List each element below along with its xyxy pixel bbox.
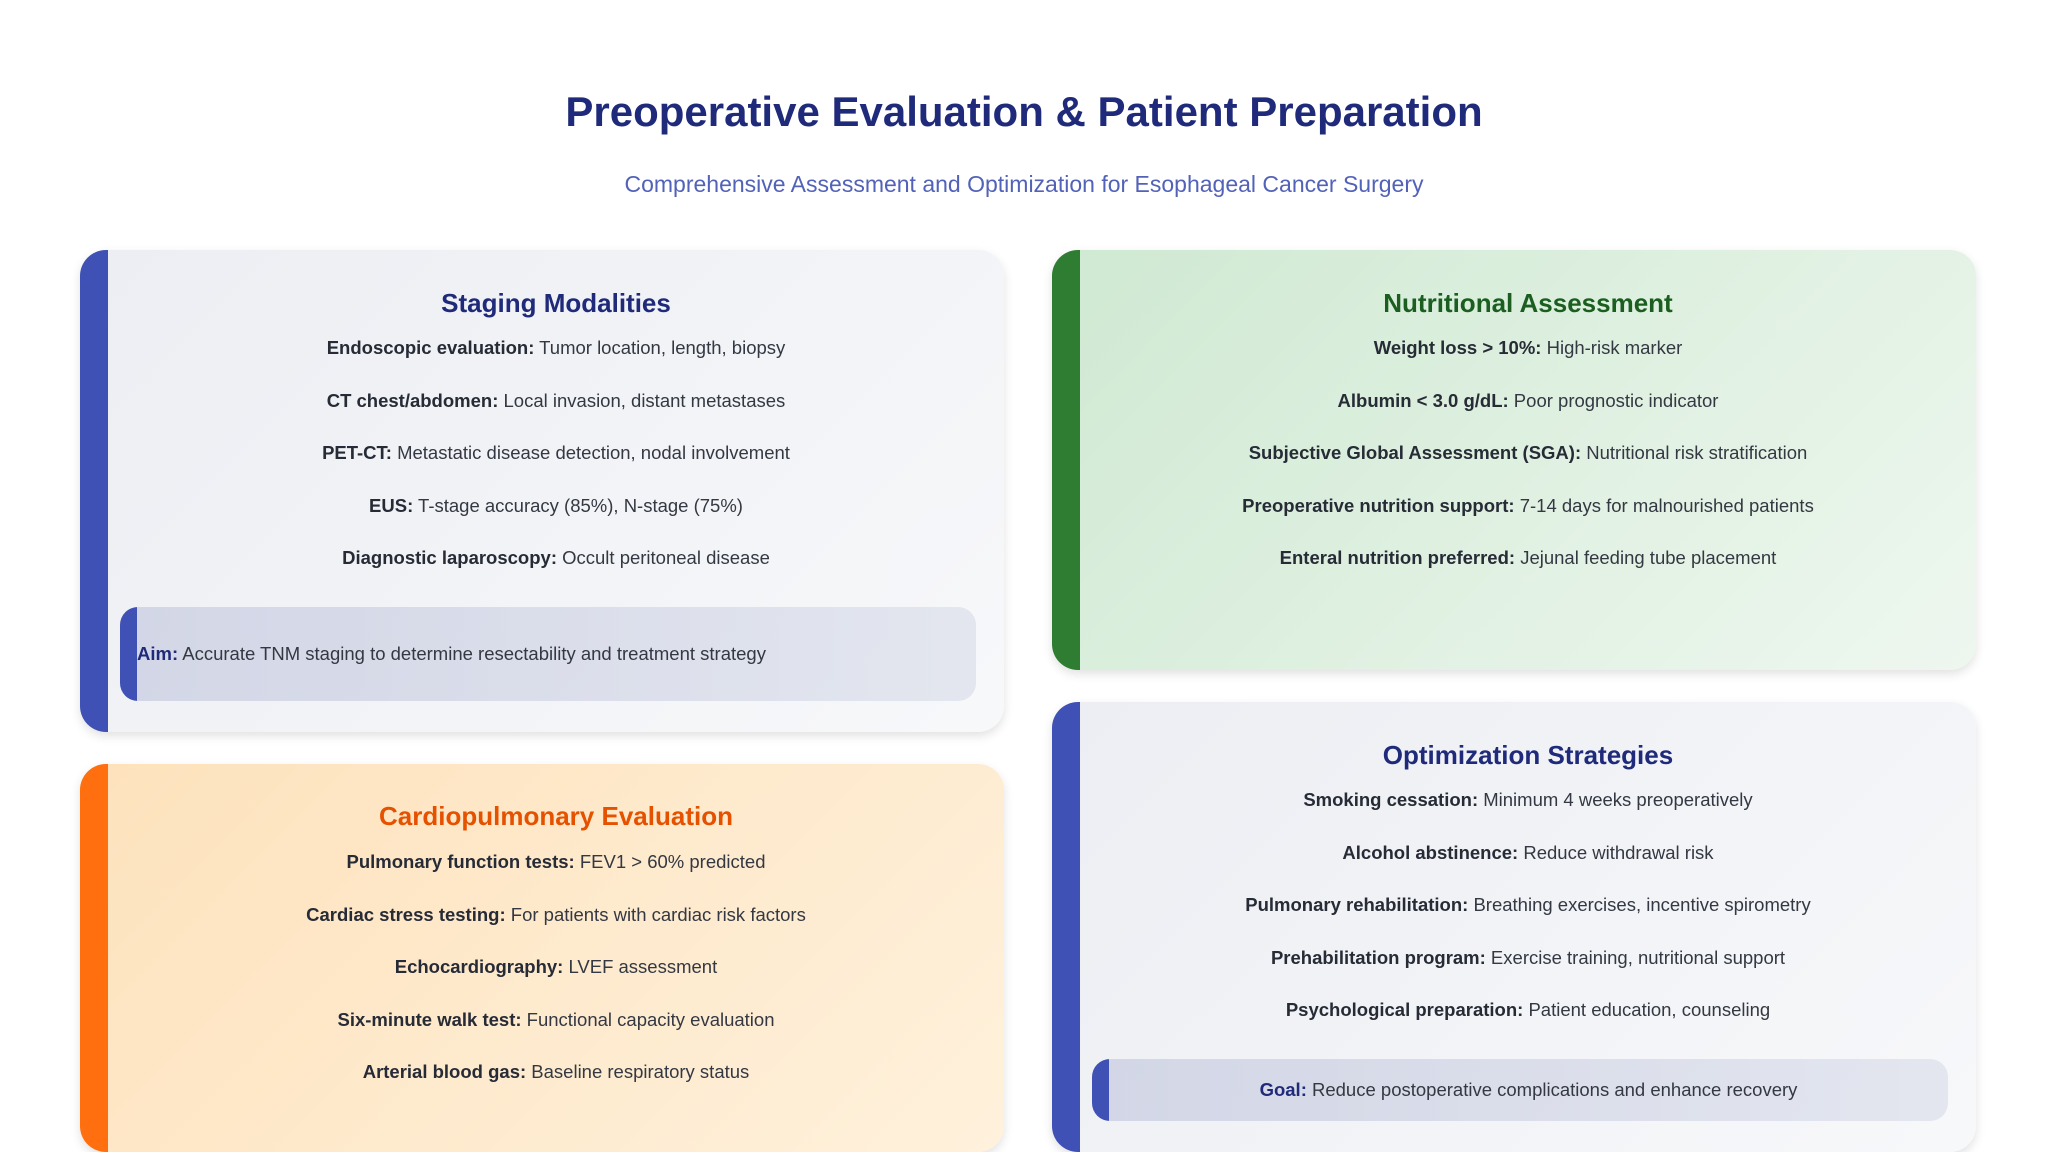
item-text: Jejunal feeding tube placement [1515, 547, 1777, 568]
list-item [1080, 774, 1976, 827]
item-text: Baseline respiratory status [526, 1061, 750, 1082]
nutrition-list [1080, 322, 1976, 585]
list-item [108, 322, 1004, 375]
list-item [108, 836, 1004, 889]
optimization-list [1080, 774, 1976, 1037]
item-label: Pulmonary rehabilitation: [1245, 894, 1469, 915]
item-label: Psychological preparation: [1285, 999, 1524, 1020]
item-text: 7-14 days for malnourished patients [1514, 494, 1814, 516]
list-item [1080, 532, 1976, 585]
item-label: Echocardiography: [394, 956, 564, 977]
cardio-list [108, 836, 1004, 1099]
item-text: FEV1 > 60% predicted [574, 851, 766, 872]
callout-accent-bar [1092, 1059, 1109, 1121]
list-item [1080, 427, 1976, 480]
staging-card [80, 250, 1004, 732]
aim-callout [120, 607, 976, 701]
page-title: Preoperative Evaluation & Patient Preparation [565, 88, 1483, 135]
callout-body: Accurate TNM staging to determine resectability and treatment strategy [178, 643, 766, 664]
list-item [108, 532, 1004, 585]
list-item [1080, 827, 1976, 880]
list-item [108, 1046, 1004, 1099]
callout-text [137, 607, 976, 701]
optimization-heading: Optimization Strategies [1382, 740, 1674, 770]
staging-heading: Staging Modalities [441, 288, 671, 318]
item-text: Metastatic disease detection, nodal involvement [391, 442, 790, 463]
item-text: Minimum 4 weeks preoperatively [1478, 789, 1753, 810]
callout-accent-bar [120, 607, 137, 701]
nutrition-card [1052, 250, 1976, 670]
item-text: Occult peritoneal disease [556, 547, 770, 568]
staging-accent-bar [80, 250, 108, 732]
item-label: Diagnostic laparoscopy: [342, 547, 557, 568]
list-item [1080, 322, 1976, 375]
callout-body: Reduce postoperative complications and enhance recovery [1306, 1079, 1798, 1100]
list-item [1080, 984, 1976, 1037]
item-label: Cardiac stress testing: [306, 903, 506, 925]
page-subtitle: Comprehensive Assessment and Optimization for Esophageal Cancer Surgery [624, 171, 1424, 197]
callout-text [1109, 1059, 1948, 1121]
cardio-accent-bar [80, 764, 108, 1152]
item-text: Tumor location, length, biopsy [534, 337, 786, 358]
item-label: Arterial blood gas: [362, 1061, 527, 1082]
item-label: Smoking cessation: [1303, 789, 1479, 810]
item-text: Exercise training, nutritional support [1485, 946, 1786, 968]
list-item [108, 889, 1004, 942]
item-text: Nutritional risk stratification [1581, 442, 1808, 463]
list-item [1080, 480, 1976, 533]
item-label: Preoperative nutrition support: [1242, 494, 1515, 516]
item-text: Functional capacity evaluation [521, 1008, 775, 1030]
list-item [108, 427, 1004, 480]
item-label: Pulmonary function tests: [346, 851, 575, 872]
item-text: T-stage accuracy (85%), N-stage (75%) [413, 494, 743, 516]
item-text: Patient education, counseling [1523, 999, 1771, 1020]
staging-list [108, 322, 1004, 585]
optimization-accent-bar [1052, 702, 1080, 1152]
item-label: Endoscopic evaluation: [326, 337, 535, 358]
item-text: For patients with cardiac risk factors [505, 903, 806, 925]
item-label: PET-CT: [322, 442, 392, 463]
item-label: Enteral nutrition preferred: [1279, 547, 1516, 568]
cardio-heading: Cardiopulmonary Evaluation [379, 801, 733, 831]
item-label: Albumin < 3.0 g/dL: [1337, 389, 1509, 411]
nutrition-accent-bar [1052, 250, 1080, 670]
cardio-card [80, 764, 1004, 1152]
item-label: EUS: [369, 494, 414, 516]
goal-callout [1092, 1059, 1948, 1121]
item-text: Local invasion, distant metastases [498, 389, 786, 411]
item-label: Alcohol abstinence: [1342, 841, 1519, 863]
list-item [108, 994, 1004, 1047]
item-label: Weight loss > 10%: [1373, 337, 1542, 358]
item-text: Breathing exercises, incentive spirometry [1468, 894, 1811, 915]
list-item [108, 375, 1004, 428]
callout-label: Goal: [1259, 1079, 1307, 1100]
list-item [108, 480, 1004, 533]
list-item [1080, 932, 1976, 985]
item-label: Six-minute walk test: [337, 1008, 522, 1030]
item-text: Poor prognostic indicator [1508, 389, 1719, 411]
item-label: Subjective Global Assessment (SGA): [1248, 442, 1582, 463]
list-item [1080, 879, 1976, 932]
optimization-card [1052, 702, 1976, 1152]
list-item [108, 941, 1004, 994]
item-text: Reduce withdrawal risk [1518, 841, 1714, 863]
item-text: LVEF assessment [563, 956, 718, 977]
list-item [1080, 375, 1976, 428]
nutrition-heading: Nutritional Assessment [1383, 288, 1673, 318]
callout-label: Aim: [137, 643, 179, 664]
item-label: CT chest/abdomen: [326, 389, 499, 411]
item-label: Prehabilitation program: [1270, 946, 1486, 968]
item-text: High-risk marker [1541, 337, 1683, 358]
